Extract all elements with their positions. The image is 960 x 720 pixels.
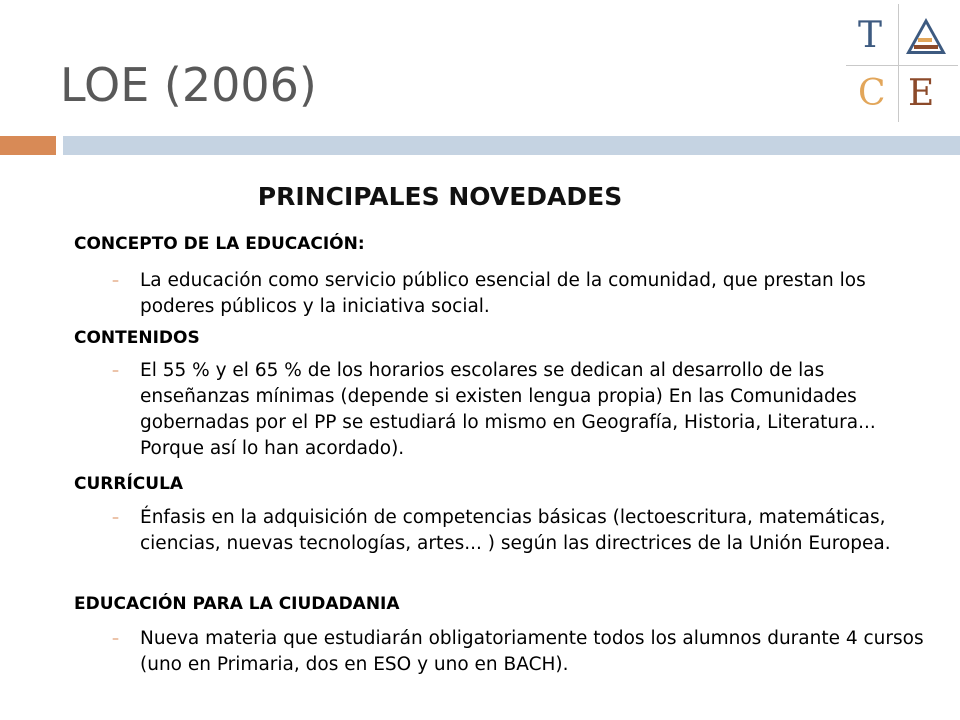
tce-logo [846, 4, 958, 122]
bullet-text: Nueva materia que estudiarán obligatoriamente todos los alumnos durante 4 cursos (uno en Primaria, dos en ESO y uno en BACH). [140, 628, 924, 675]
bullet-text: El 55 % y el 65 % de los horarios escolares se dedican al desarrollo de las enseñanzas mínimas (depende si existen lengua propia) En las Comunidades gobernadas por el PP se estudiará lo mismo en Geografía, Historia, Literatura... Porque así lo han acordado). [140, 360, 876, 459]
bullet-contenidos [112, 358, 932, 462]
bullet-dash-icon: – [112, 510, 119, 526]
bullet-dash-icon: – [112, 273, 119, 289]
bullet-ciudadania [112, 626, 932, 678]
bullet-concepto [112, 268, 932, 320]
bullet-dash-icon: – [112, 631, 119, 647]
bullet-curricula [112, 505, 932, 557]
title-rule-bar [63, 136, 960, 155]
section-title-contenidos: CONTENIDOS [74, 328, 200, 348]
section-title-ciudadania: EDUCACIÓN PARA LA CIUDADANIA [74, 594, 400, 614]
logo-divider-horizontal [846, 65, 958, 66]
title-accent-bar [0, 136, 56, 155]
section-title-curricula: CURRÍCULA [74, 474, 184, 494]
logo-triangle-icon [904, 16, 948, 56]
logo-letter-c: C [858, 73, 886, 114]
section-heading: PRINCIPALES NOVEDADES [257, 182, 623, 211]
bullet-text: La educación como servicio público esencial de la comunidad, que prestan los poderes públicos y la iniciativa social. [140, 270, 866, 317]
bullet-dash-icon: – [112, 363, 119, 379]
section-title-concepto: CONCEPTO DE LA EDUCACIÓN: [74, 234, 365, 254]
logo-letter-e: E [908, 73, 935, 114]
slide-title: LOE (2006) [60, 58, 317, 112]
bullet-text: Énfasis en la adquisición de competencias básicas (lectoescritura, matemáticas, ciencias, nuevas tecnologías, artes... ) según las directrices de la Unión Europea. [140, 507, 891, 554]
logo-letter-t: T [858, 15, 883, 56]
logo-divider-vertical [898, 4, 899, 122]
